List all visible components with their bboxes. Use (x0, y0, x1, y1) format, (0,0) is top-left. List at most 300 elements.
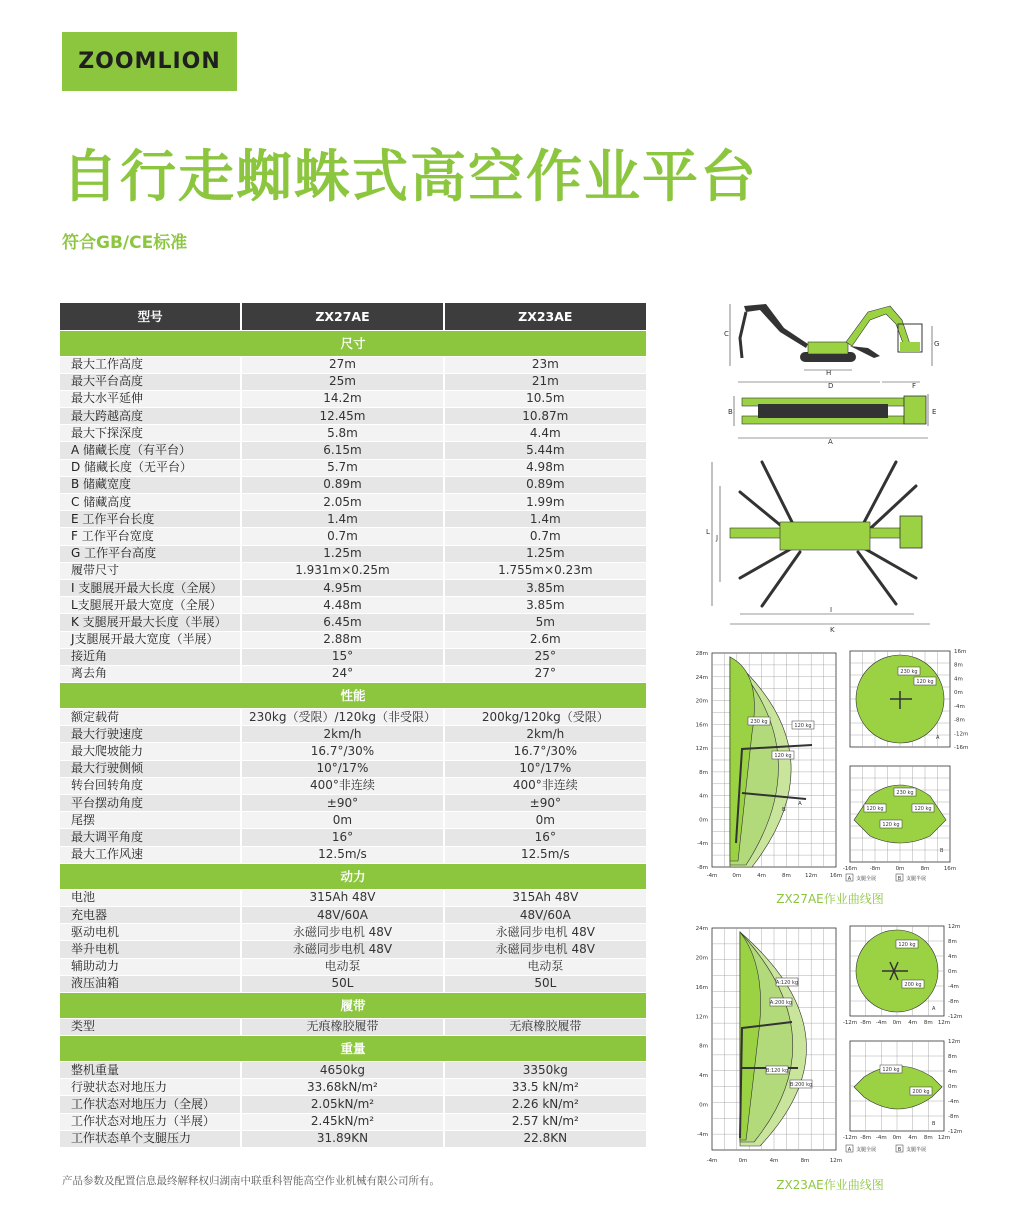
spec-value-zx27ae: 4650kg (241, 1062, 443, 1079)
section-header (60, 683, 646, 709)
spec-value-zx27ae: 230kg（受限）/120kg（非受限） (241, 709, 443, 726)
spec-value-zx27ae: 1.4m (241, 511, 443, 528)
spec-label: 驱动电机 (60, 924, 241, 941)
spec-label: 辅助动力 (60, 958, 241, 975)
y-tick-label: 8m (948, 1054, 957, 1060)
legend-label-a: 支腿全展 (856, 1147, 877, 1153)
y-tick-label: 8m (699, 1043, 708, 1050)
y-tick-label: -4m (697, 841, 708, 848)
x-tick-label: -4m (875, 1020, 887, 1026)
spec-value-zx23ae: 33.5 kN/m² (444, 1079, 646, 1096)
spec-label: I 支腿展开最大长度（全展） (60, 579, 241, 596)
y-tick-label: 0m (954, 690, 963, 697)
spec-value-zx27ae: 0.7m (241, 528, 443, 545)
spec-value-zx23ae: ±90° (444, 795, 646, 812)
spec-value-zx23ae: 3.85m (444, 597, 646, 614)
spec-label: 平台摆动角度 (60, 795, 241, 812)
spec-value-zx27ae: 0.89m (241, 476, 443, 493)
spec-label: 最大跨越高度 (60, 408, 241, 425)
legend-key-b: B (897, 1147, 902, 1153)
spec-label: 最大工作高度 (60, 356, 241, 373)
x-tick-label: 12m (805, 873, 818, 879)
spec-value-zx27ae: 27m (241, 356, 443, 373)
y-tick-label: 0m (948, 1084, 957, 1090)
zone-label: B (940, 848, 944, 854)
spec-label: 类型 (60, 1018, 241, 1035)
spec-value-zx23ae: 5.44m (444, 442, 646, 459)
y-tick-label: 16m (695, 722, 708, 729)
spec-value-zx23ae: 2.6m (444, 631, 646, 648)
spec-label: 举升电机 (60, 941, 241, 958)
x-tick-label: 4m (757, 873, 767, 879)
spec-row (60, 511, 646, 528)
spec-label: 工作状态对地压力（全展） (60, 1096, 241, 1113)
spec-label: 最大调平角度 (60, 829, 241, 846)
y-tick-label: 0m (699, 1102, 708, 1109)
spec-value-zx27ae: 0m (241, 812, 443, 829)
spec-value-zx27ae: 14.2m (241, 390, 443, 407)
y-tick-label: 12m (695, 1014, 708, 1021)
x-tick-label: 4m (908, 1020, 918, 1026)
spec-value-zx23ae: 22.8KN (444, 1130, 646, 1147)
spec-row (60, 528, 646, 545)
load-label: A:200 kg (769, 1000, 793, 1006)
spec-value-zx23ae: 2.26 kN/m² (444, 1096, 646, 1113)
spec-table-header (60, 303, 646, 330)
dim-j: J (716, 534, 719, 542)
zx27ae-top-chart-full (842, 645, 970, 757)
x-tick-label: 8m (923, 1020, 933, 1026)
y-tick-label: 8m (699, 769, 708, 776)
spec-value-zx27ae: 5.7m (241, 459, 443, 476)
dim-g: G (934, 340, 940, 348)
spec-value-zx23ae: 3.85m (444, 579, 646, 596)
dim-e: E (932, 408, 937, 416)
y-tick-label: -12m (948, 1129, 963, 1135)
spec-label: 液压油箱 (60, 975, 241, 992)
spec-value-zx27ae: 2.45kN/m² (241, 1113, 443, 1130)
legend-label-b: 支腿半展 (906, 876, 927, 882)
y-tick-label: -4m (948, 984, 959, 990)
spec-label: 最大下探深度 (60, 425, 241, 442)
section-title: 性能 (60, 683, 646, 709)
spec-label: 工作状态单个支腿压力 (60, 1130, 241, 1147)
x-tick-label: -8m (860, 1135, 872, 1141)
spec-row (60, 459, 646, 476)
spec-value-zx27ae: 4.95m (241, 579, 443, 596)
spec-label: 整机重量 (60, 1062, 241, 1079)
spec-label: E 工作平台长度 (60, 511, 241, 528)
spec-value-zx23ae: 50L (444, 975, 646, 992)
spec-label: 最大爬坡能力 (60, 743, 241, 760)
spec-value-zx27ae: 永磁同步电机 48V (241, 924, 443, 941)
spec-value-zx23ae: 315Ah 48V (444, 889, 646, 906)
spec-value-zx23ae: 21m (444, 373, 646, 390)
spec-row (60, 1113, 646, 1130)
spec-row (60, 562, 646, 579)
spec-row (60, 373, 646, 390)
load-label: A:120 kg (775, 980, 799, 986)
spec-row (60, 425, 646, 442)
spec-value-zx23ae: 16° (444, 829, 646, 846)
y-tick-label: 12m (948, 1039, 961, 1045)
spec-row (60, 631, 646, 648)
spec-row (60, 665, 646, 682)
load-label: 120 kg (916, 679, 934, 685)
top-view-diagram (728, 390, 948, 445)
load-label: 120 kg (774, 753, 792, 759)
header-model-zx27ae: ZX27AE (241, 303, 443, 330)
dim-d: D (828, 382, 834, 390)
x-tick-label: -4m (875, 1135, 887, 1141)
spec-value-zx23ae: 10.87m (444, 408, 646, 425)
x-tick-label: 16m (829, 873, 842, 879)
brand-logo (62, 32, 237, 91)
header-model-label: 型号 (60, 303, 241, 330)
spec-value-zx27ae: 5.8m (241, 425, 443, 442)
spec-value-zx23ae: 1.25m (444, 545, 646, 562)
load-label: B:200 kg (789, 1082, 813, 1088)
y-tick-label: 12m (948, 924, 961, 930)
load-label: 120 kg (914, 806, 932, 812)
spec-value-zx23ae: 16.7°/30% (444, 743, 646, 760)
spec-label: 最大工作风速 (60, 846, 241, 863)
page-subtitle: 符合GB/CE标准 (62, 233, 188, 253)
x-tick-label: 4m (769, 1158, 779, 1164)
spec-label: 最大行驶速度 (60, 726, 241, 743)
spec-value-zx27ae: 16.7°/30% (241, 743, 443, 760)
y-tick-label: 8m (948, 939, 957, 945)
dim-f: F (912, 382, 917, 390)
spec-value-zx23ae: 3350kg (444, 1062, 646, 1079)
spec-row (60, 1018, 646, 1035)
y-tick-label: 0m (699, 817, 708, 824)
y-tick-label: 4m (954, 676, 963, 683)
spec-value-zx27ae: 6.45m (241, 614, 443, 631)
spec-value-zx23ae: 2.57 kN/m² (444, 1113, 646, 1130)
x-tick-label: -12m (842, 1135, 858, 1141)
spec-row (60, 924, 646, 941)
spec-value-zx23ae: 10.5m (444, 390, 646, 407)
load-label: 120 kg (898, 942, 916, 948)
spec-label: B 储藏宽度 (60, 476, 241, 493)
x-tick-label: 0m (892, 1020, 902, 1026)
spec-value-zx27ae: 24° (241, 665, 443, 682)
spec-value-zx27ae: 33.68kN/m² (241, 1079, 443, 1096)
zx27ae-envelope-chart (692, 645, 842, 890)
dim-c: C (724, 330, 729, 338)
legend-label-b: 支腿半展 (906, 1147, 927, 1153)
spec-row (60, 812, 646, 829)
spec-value-zx27ae: 10°/17% (241, 760, 443, 777)
spec-value-zx27ae: 2.05kN/m² (241, 1096, 443, 1113)
spec-label: 转台回转角度 (60, 777, 241, 794)
zone-label: B (932, 1121, 936, 1127)
spec-value-zx23ae: 1.99m (444, 494, 646, 511)
spec-row (60, 442, 646, 459)
x-tick-label: -12m (842, 1020, 858, 1026)
x-tick-label: 8m (800, 1158, 810, 1164)
load-label: 230 kg (750, 719, 768, 725)
spec-value-zx23ae: 27° (444, 665, 646, 682)
section-header (60, 992, 646, 1018)
x-tick-label: -4m (706, 873, 718, 879)
spec-value-zx27ae: 永磁同步电机 48V (241, 941, 443, 958)
x-tick-label: -4m (706, 1158, 718, 1164)
spec-row (60, 408, 646, 425)
spec-label: 额定载荷 (60, 709, 241, 726)
y-tick-label: -4m (697, 1132, 708, 1138)
y-tick-label: 20m (695, 955, 708, 962)
spec-label: 接近角 (60, 648, 241, 665)
spec-value-zx23ae: 0.7m (444, 528, 646, 545)
spec-value-zx23ae: 4.4m (444, 425, 646, 442)
spec-value-zx27ae: 电动泵 (241, 958, 443, 975)
section-title: 尺寸 (60, 330, 646, 356)
load-label: 230 kg (896, 790, 914, 796)
spec-row (60, 356, 646, 373)
spec-label: 工作状态对地压力（半展） (60, 1113, 241, 1130)
header-model-zx23ae: ZX23AE (444, 303, 646, 330)
y-tick-label: -8m (948, 999, 959, 1005)
dim-i: I (830, 606, 833, 614)
dim-a: A (828, 438, 833, 445)
spec-value-zx27ae: 48V/60A (241, 906, 443, 923)
y-tick-label: -8m (948, 1114, 959, 1120)
zone-label: A (932, 1006, 936, 1012)
spec-row (60, 958, 646, 975)
spec-row (60, 614, 646, 631)
legend-key-a: A (847, 1147, 852, 1153)
x-tick-label: 12m (829, 1158, 842, 1164)
spec-value-zx23ae: 无痕橡胶履带 (444, 1018, 646, 1035)
zone-label: A (936, 735, 940, 741)
spec-label: 尾摆 (60, 812, 241, 829)
spec-label: 充电器 (60, 906, 241, 923)
spec-label: 电池 (60, 889, 241, 906)
y-tick-label: 0m (948, 969, 957, 975)
y-tick-label: -16m (954, 745, 969, 751)
y-tick-label: 24m (695, 926, 708, 932)
spec-row (60, 941, 646, 958)
spec-row (60, 597, 646, 614)
x-tick-label: -8m (869, 866, 881, 872)
spec-value-zx23ae: 0m (444, 812, 646, 829)
spec-row (60, 579, 646, 596)
load-label: 200 kg (904, 982, 922, 988)
spec-value-zx23ae: 5m (444, 614, 646, 631)
spec-label: L支腿展开最大宽度（全展） (60, 597, 241, 614)
y-tick-label: 20m (695, 698, 708, 705)
spec-value-zx27ae: 2.88m (241, 631, 443, 648)
spec-value-zx27ae: 50L (241, 975, 443, 992)
load-label: 120 kg (794, 723, 812, 729)
spec-value-zx27ae: 16° (241, 829, 443, 846)
spec-table-body (60, 330, 646, 1148)
spec-label: D 储藏长度（无平台） (60, 459, 241, 476)
spec-row (60, 1079, 646, 1096)
spec-row (60, 545, 646, 562)
x-tick-label: 8m (781, 873, 791, 879)
load-label: 120 kg (882, 1067, 900, 1073)
spec-row (60, 1130, 646, 1147)
spec-value-zx23ae: 12.5m/s (444, 846, 646, 863)
spec-value-zx23ae: 10°/17% (444, 760, 646, 777)
zx27ae-top-chart-half (842, 760, 970, 885)
y-tick-label: 28m (695, 651, 708, 657)
spec-value-zx27ae: 6.15m (241, 442, 443, 459)
spec-row (60, 709, 646, 726)
side-view-diagram (720, 298, 950, 390)
y-tick-label: 8m (954, 662, 963, 669)
spec-value-zx23ae: 25° (444, 648, 646, 665)
spec-value-zx27ae: 4.48m (241, 597, 443, 614)
footer-disclaimer: 产品参数及配置信息最终解释权归湖南中联重科智能高空作业机械有限公司所有。 (62, 1175, 440, 1187)
dim-b: B (728, 408, 733, 416)
spec-label: C 储藏高度 (60, 494, 241, 511)
spec-label: G 工作平台高度 (60, 545, 241, 562)
spec-value-zx27ae: ±90° (241, 795, 443, 812)
spec-value-zx23ae: 23m (444, 356, 646, 373)
spec-row (60, 1062, 646, 1079)
y-tick-label: 16m (954, 649, 967, 655)
y-tick-label: 16m (695, 984, 708, 991)
load-label: B:120 kg (765, 1068, 789, 1074)
x-tick-label: 0m (732, 873, 742, 879)
y-tick-label: -8m (954, 717, 965, 724)
x-tick-label: 0m (892, 1135, 902, 1141)
y-tick-label: -4m (954, 703, 965, 710)
x-tick-label: 8m (923, 1135, 933, 1141)
spec-value-zx27ae: 25m (241, 373, 443, 390)
load-label: 120 kg (882, 822, 900, 828)
spec-label: K 支腿展开最大长度（半展） (60, 614, 241, 631)
spec-value-zx27ae: 31.89KN (241, 1130, 443, 1147)
zx23ae-top-chart-half (842, 1035, 970, 1165)
spec-value-zx23ae: 永磁同步电机 48V (444, 924, 646, 941)
x-tick-label: 8m (920, 866, 930, 872)
spec-row (60, 975, 646, 992)
spec-row (60, 390, 646, 407)
dim-k: K (830, 626, 835, 634)
spec-label: 最大水平延伸 (60, 390, 241, 407)
legend-key-b: B (897, 876, 902, 882)
spec-value-zx23ae: 1.755m×0.23m (444, 562, 646, 579)
spec-label: F 工作平台宽度 (60, 528, 241, 545)
spec-label: A 储藏长度（有平台） (60, 442, 241, 459)
y-tick-label: 24m (695, 674, 708, 681)
spec-table (60, 303, 646, 1148)
spec-value-zx27ae: 1.25m (241, 545, 443, 562)
y-tick-label: 4m (948, 954, 957, 960)
spec-value-zx23ae: 2km/h (444, 726, 646, 743)
spec-value-zx27ae: 315Ah 48V (241, 889, 443, 906)
spec-value-zx27ae: 2km/h (241, 726, 443, 743)
spec-value-zx27ae: 12.45m (241, 408, 443, 425)
spec-value-zx23ae: 400°非连续 (444, 777, 646, 794)
spec-value-zx27ae: 400°非连续 (241, 777, 443, 794)
spec-row (60, 494, 646, 511)
section-title: 重量 (60, 1036, 646, 1062)
zone-label: A (798, 801, 802, 807)
spec-row (60, 846, 646, 863)
zx27ae-chart-caption: ZX27AE作业曲线图 (776, 892, 884, 906)
spec-row (60, 760, 646, 777)
y-tick-label: 4m (948, 1069, 957, 1075)
spec-label: 履带尺寸 (60, 562, 241, 579)
spec-value-zx23ae: 电动泵 (444, 958, 646, 975)
brand-logo-text: ZOOMLION (78, 49, 221, 74)
x-tick-label: 12m (937, 1020, 951, 1026)
x-tick-label: 0m (895, 866, 905, 872)
x-tick-label: 0m (738, 1158, 748, 1164)
y-tick-label: -12m (954, 731, 969, 738)
spec-row (60, 743, 646, 760)
page-title: 自行走蜘蛛式高空作业平台 (62, 145, 758, 210)
spec-label: J支腿展开最大宽度（半展） (60, 631, 241, 648)
spec-row (60, 829, 646, 846)
load-label: 120 kg (866, 806, 884, 812)
dim-h: H (826, 369, 832, 377)
load-label: 230 kg (900, 669, 918, 675)
section-title: 动力 (60, 863, 646, 889)
legend-key-a: A (847, 876, 852, 882)
y-tick-label: -4m (948, 1099, 959, 1105)
x-tick-label: -16m (842, 866, 858, 872)
zx23ae-chart-caption: ZX23AE作业曲线图 (776, 1178, 884, 1192)
spec-label: 最大平台高度 (60, 373, 241, 390)
x-tick-label: 16m (943, 866, 957, 872)
zx23ae-envelope-chart (692, 920, 842, 1170)
spec-value-zx27ae: 2.05m (241, 494, 443, 511)
dim-l: L (706, 528, 710, 536)
spec-label: 最大行驶侧倾 (60, 760, 241, 777)
x-tick-label: -8m (860, 1020, 872, 1026)
x-tick-label: 12m (937, 1135, 951, 1141)
spec-value-zx27ae: 无痕橡胶履带 (241, 1018, 443, 1035)
load-label: 200 kg (912, 1089, 930, 1095)
zone-label: B (782, 807, 786, 813)
x-tick-label: 4m (908, 1135, 918, 1141)
spec-value-zx23ae: 0.89m (444, 476, 646, 493)
y-tick-label: 4m (699, 793, 708, 800)
spec-value-zx23ae: 4.98m (444, 459, 646, 476)
spec-row (60, 726, 646, 743)
spec-row (60, 795, 646, 812)
spec-row (60, 906, 646, 923)
spec-value-zx23ae: 永磁同步电机 48V (444, 941, 646, 958)
spec-row (60, 777, 646, 794)
spec-value-zx23ae: 1.4m (444, 511, 646, 528)
y-tick-label: 4m (699, 1073, 708, 1080)
spec-value-zx27ae: 1.931m×0.25m (241, 562, 443, 579)
section-title: 履带 (60, 992, 646, 1018)
zx23ae-top-chart-full (842, 920, 970, 1032)
outrigger-diagram (700, 456, 960, 636)
y-tick-label: 12m (695, 746, 708, 753)
y-tick-label: -12m (948, 1014, 963, 1020)
spec-value-zx27ae: 15° (241, 648, 443, 665)
spec-value-zx23ae: 200kg/120kg（受限） (444, 709, 646, 726)
section-header (60, 863, 646, 889)
spec-row (60, 648, 646, 665)
spec-value-zx23ae: 48V/60A (444, 906, 646, 923)
spec-label: 行驶状态对地压力 (60, 1079, 241, 1096)
spec-label: 离去角 (60, 665, 241, 682)
spec-row (60, 889, 646, 906)
spec-row (60, 1096, 646, 1113)
section-header (60, 330, 646, 356)
